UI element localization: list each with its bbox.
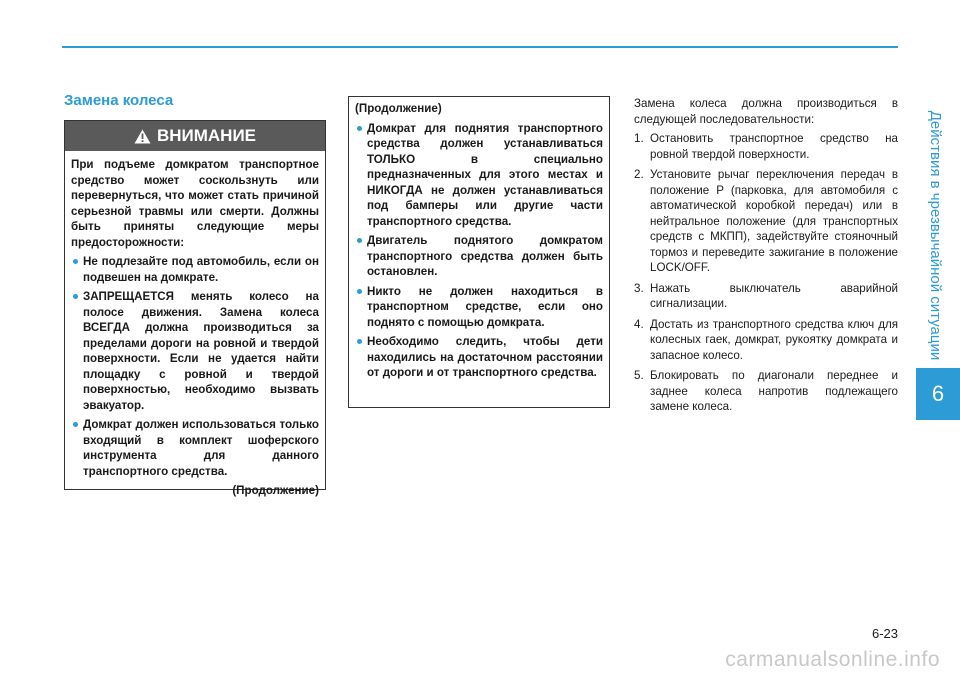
warning-continued: (Продолжение) [232,484,319,497]
procedure-step [634,317,898,364]
warning-heading: ВНИМАНИЕ [156,126,257,145]
step-text: Нажать выключатель аварийной сигнализации. [650,281,898,310]
warning-header [65,121,325,151]
procedure-step [634,131,898,162]
step-text: Остановить транспортное средство на ровной твердой поверхности. [650,132,898,161]
page-number: 6-23 [871,626,898,641]
continuation-bullet: Домкрат для поднятия транспортного средства должен устанавливаться ТОЛЬКО в специально предназначенных для этого местах и НИКОГДА не должен устанавливаться под бамперы или другие части транспортного средства. [355,121,603,230]
step-number: 5. [634,369,644,382]
step-number: 1. [634,132,644,145]
warning-box [64,120,326,497]
section-title: Замена колеса [64,92,174,109]
continuation-bullet: Необходимо следить, чтобы дети находились на достаточном расстоянии от дороги и от транспортного средства. [355,334,603,381]
warning-bullet: Не подлезайте под автомобиль, если он подвешен на домкрате. [71,254,319,285]
procedure-steps [634,131,898,415]
procedure-step [634,281,898,312]
warning-triangle-icon [134,129,151,144]
step-text: Блокировать по диагонали переднее и заднее колеса напротив подлежащего замене колеса. [650,369,898,413]
continuation-box [348,96,610,408]
watermark: carmanualsonline.info [725,648,940,671]
step-number: 4. [634,317,644,331]
step-number: 2. [634,168,644,181]
warning-bullet: Домкрат должен использоваться только входящий в комплект шоферского инструмента для данного транспортного средства. [71,417,319,479]
chapter-side-label-text: Действия в чрезвычайной ситуации [927,110,945,360]
procedure-step [634,368,898,415]
procedure-intro: Замена колеса должна производиться в следующей последовательности: [634,97,898,126]
warning-bullets [71,254,319,479]
step-text: Достать из транспортного средства ключ для колесных гаек, домкрат, рукоятку домкрата и запасное колесо. [650,317,898,362]
procedure-column [634,96,898,420]
top-rule [62,46,898,48]
procedure-step [634,167,898,276]
continuation-bullet: Никто не должен находиться в транспортном средстве, если оно поднято с помощью домкрата. [355,284,603,331]
warning-intro: При подъеме домкратом транспортное средство может соскользнуть или перевернуться, что может стать причиной серьезной травмы или смерти. Должны быть приняты следующие меры предосторожности: [71,158,319,249]
continuation-heading: (Продолжение) [355,102,442,115]
step-number: 3. [634,281,644,295]
chapter-tab: 6 [916,368,960,420]
step-text: Установите рычаг переключения передач в положение P (парковка, для автомобиля с автоматической коробкой передач) или в нейтральное положение (для транспортных средств с МКПП), задействуйте стояночный тормоз и переведите зажигание в положение LOCK/OFF. [650,168,898,274]
warning-bullet: ЗАПРЕЩАЕТСЯ менять колесо на полосе движения. Замена колеса ВСЕГДА должна производиться за пределами дороги на ровной и твердой поверхности. Если не удается найти площадку с ровной и твердой поверхностью, необходимо вызвать эвакуатор. [71,289,319,413]
warning-body [65,151,325,503]
chapter-side-label [920,110,952,360]
continuation-bullets [355,121,603,381]
continuation-bullet: Двигатель поднятого домкратом транспортного средства должен быть остановлен. [355,233,603,280]
